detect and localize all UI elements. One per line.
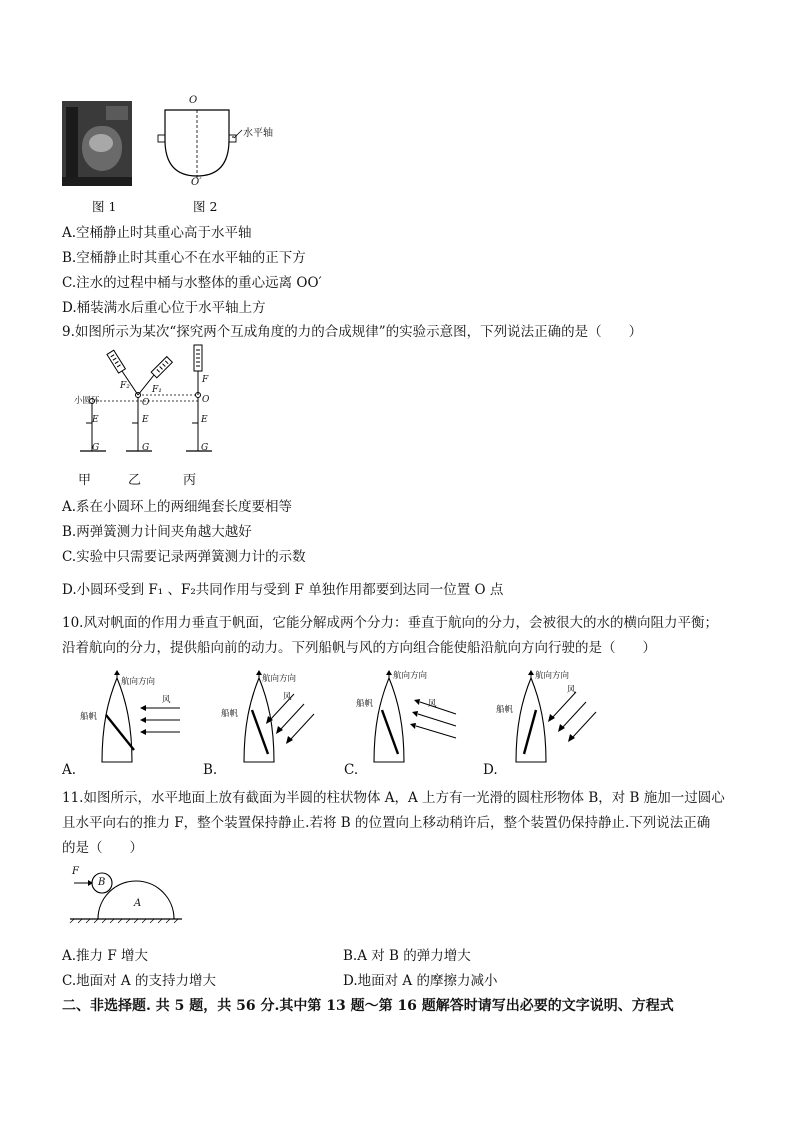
q10-a-heading: 航向方向 xyxy=(121,677,156,687)
q11-stem-line2: 且水平向右的推力 F，整个装置保持静止.若将 B 的位置向上移动稍许后，整个装置仍保持静止.下列说法正确 xyxy=(62,815,711,831)
q8-option-b: B.空桶静止时其重心不在水平轴的正下方 xyxy=(62,250,306,266)
q10-choice-d: D. xyxy=(483,762,498,778)
q10-boat-c xyxy=(352,670,482,770)
q9-label-O-bing: O xyxy=(202,395,210,405)
q11-stem-line3: 的是（ ） xyxy=(62,840,143,856)
q10-a-sail: 船帆 xyxy=(80,712,98,722)
q10-boat-d xyxy=(494,670,624,770)
q10-d-sail: 船帆 xyxy=(496,705,514,715)
q9-option-b: B.两弹簧测力计间夹角越大越好 xyxy=(62,524,252,540)
q11-option-a: A.推力 F 增大 xyxy=(62,948,148,964)
q8-label-axis: 水平轴 xyxy=(243,128,273,139)
q11-option-d: D.地面对 A 的摩擦力减小 xyxy=(343,973,498,989)
q10-b-wind: 风 xyxy=(283,692,292,702)
q11-label-F: F xyxy=(72,866,79,877)
q8-fig1-caption: 图 1 xyxy=(92,199,117,214)
q9-caption-bing: 丙 xyxy=(183,473,197,488)
q8-option-c: C.注水的过程中桶与水整体的重心远离 OO′ xyxy=(62,275,322,291)
q9-caption-jia: 甲 xyxy=(78,473,92,488)
q9-label-G-yi: G xyxy=(142,443,150,453)
q11-label-B: B xyxy=(98,877,106,888)
q10-a-wind: 风 xyxy=(162,695,171,705)
q9-label-F2: F₂ xyxy=(120,381,130,391)
q8-fig2-caption: 图 2 xyxy=(193,199,218,214)
q8-label-O: O xyxy=(189,95,198,106)
q8-option-a: A.空桶静止时其重心高于水平轴 xyxy=(62,225,252,241)
q10-d-heading: 航向方向 xyxy=(535,671,570,681)
q9-label-F1: F₁ xyxy=(152,385,162,395)
q10-choice-b: B. xyxy=(203,762,218,778)
q9-option-c: C.实验中只需要记录两弹簧测力计的示数 xyxy=(62,549,306,565)
q9-stem: 9.如图所示为某次“探究两个互成角度的力的合成规律”的实验示意图，下列说法正确的是（ ） xyxy=(62,324,643,340)
q10-choice-a: A. xyxy=(62,762,77,778)
q11-diagram xyxy=(68,863,188,923)
q8-bucket-diagram xyxy=(150,90,290,200)
q9-label-E-yi: E xyxy=(142,415,149,425)
q9-label-ring: 小圆环 xyxy=(74,396,100,406)
q10-b-sail: 船帆 xyxy=(221,709,239,719)
q8-photo xyxy=(62,101,132,186)
q9-label-E-jia: E xyxy=(92,415,99,425)
q11-stem-line1: 11.如图所示，水平地面上放有截面为半圆的柱状物体 A，A 上方有一光滑的圆柱形物体 B，对 B 施加一过圆心 xyxy=(62,790,725,806)
q11-option-c: C.地面对 A 的支持力增大 xyxy=(62,973,216,989)
q8-label-O-prime: O′ xyxy=(191,177,202,188)
q9-label-G-jia: G xyxy=(92,443,100,453)
q9-caption-yi: 乙 xyxy=(128,473,142,488)
q10-d-wind: 风 xyxy=(567,685,576,695)
q11-label-A: A xyxy=(134,898,142,909)
q9-option-a: A.系在小圆环上的两细绳套长度要相等 xyxy=(62,499,293,515)
q10-c-heading: 航向方向 xyxy=(393,671,428,681)
q9-label-F: F xyxy=(202,375,209,385)
q9-label-G-bing: G xyxy=(201,443,209,453)
q9-label-O-yi: O xyxy=(142,398,150,408)
q8-option-d: D.桶装满水后重心位于水平轴上方 xyxy=(62,300,266,316)
q10-stem-line1: 10.风对帆面的作用力垂直于帆面，它能分解成两个分力：垂直于航向的分力，会被很大的水的横向阻力平衡； xyxy=(62,615,718,631)
q9-label-E-bing: E xyxy=(201,415,208,425)
q10-b-heading: 航向方向 xyxy=(262,674,297,684)
q10-stem-line2: 沿着航向的分力，提供船向前的动力。下列船帆与风的方向组合能使船沿航向方向行驶的是（ ） xyxy=(62,640,656,656)
section2-heading: 二、非选择题. 共 5 题，共 56 分.其中第 13 题～第 16 题解答时请写出必要的文字说明、方程式 xyxy=(62,998,674,1014)
q9-option-d: D.小圆环受到 F₁ 、F₂共同作用与受到 F 单独作用都要到达同一位置 O 点 xyxy=(62,582,504,598)
q10-c-sail: 船帆 xyxy=(356,699,374,709)
q10-c-wind: 风 xyxy=(428,699,437,709)
q10-boat-b xyxy=(222,670,352,770)
q11-option-b: B.A 对 B 的弹力增大 xyxy=(343,948,471,964)
q10-choice-c: C. xyxy=(344,762,359,778)
